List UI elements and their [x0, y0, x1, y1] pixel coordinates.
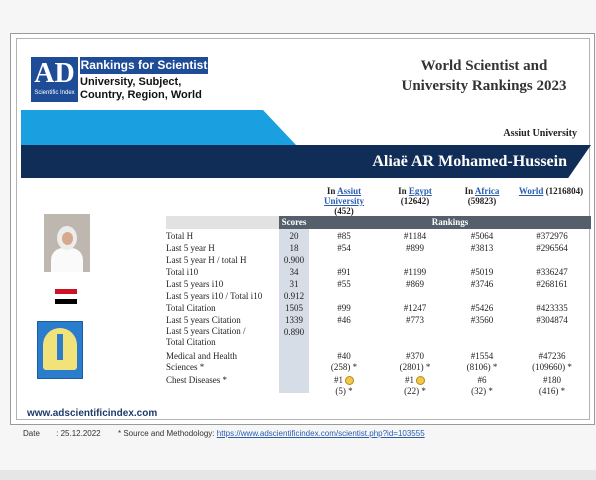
brand-subtitle: University, Subject, Country, Region, World [80, 76, 202, 101]
rank-total: (258) * [330, 362, 358, 372]
row-label-line: Last 5 years Citation / [166, 326, 246, 336]
rank-country: #773 [406, 315, 424, 325]
rank-country [380, 375, 450, 397]
row-label: Chest Diseases * [166, 375, 227, 385]
column-header-world [511, 186, 591, 196]
label-header-bg [166, 216, 279, 229]
rank-university: #55 [337, 279, 351, 289]
rank-total: (32) * [471, 386, 493, 396]
column-prefix: In [398, 186, 409, 196]
rank-world [517, 375, 587, 397]
rank-world: #423335 [536, 303, 568, 313]
region-link[interactable]: Africa [474, 186, 500, 196]
university-name: Assiut University [503, 128, 577, 139]
source-link[interactable]: https://www.adscientificindex.com/scientist.php?id=103555 [216, 429, 425, 438]
title-line-1: World Scientist and [420, 58, 548, 74]
rank-world [517, 351, 587, 373]
column-header-country [380, 186, 450, 206]
rank-total: (2801) * [399, 362, 431, 372]
rank-total: (22) * [404, 386, 426, 396]
rank-region: #3746 [470, 279, 494, 289]
row-label: Total H [166, 231, 194, 241]
rank-value: #1554 [470, 351, 494, 361]
column-count: (59823) [467, 196, 497, 206]
scientist-photo [44, 214, 90, 272]
rank-value: #1 [334, 375, 343, 385]
country-link[interactable]: Egypt [408, 186, 432, 196]
rank-value: #180 [543, 375, 561, 385]
photo-body [51, 248, 83, 272]
emblem-torch [57, 334, 63, 360]
column-count: (12642) [400, 196, 430, 206]
row-label: Total i10 [166, 267, 199, 277]
rank-country: #1247 [403, 303, 427, 313]
column-count: (1216804) [545, 186, 584, 196]
rank-total: (8106) * [466, 362, 498, 372]
rank-value: #47236 [538, 351, 566, 361]
date-value: : 25.12.2022 [56, 429, 101, 438]
rank-region [447, 351, 517, 373]
rank-region: #5064 [470, 231, 494, 241]
rank-country: #1199 [403, 267, 427, 277]
photo-face [62, 232, 73, 245]
source-label: * Source and Methodology: [118, 429, 215, 438]
rank-region: #5426 [470, 303, 494, 313]
rank-world: #372976 [536, 231, 568, 241]
bottom-bar [0, 470, 596, 480]
decorative-stripe-light [21, 110, 296, 145]
row-score: 31 [289, 279, 299, 289]
row-label-line: Sciences * [166, 362, 205, 372]
rankings-header: Rankings [309, 216, 591, 229]
egypt-flag-icon [55, 289, 77, 304]
source-line [118, 429, 425, 438]
column-count: (452) [334, 206, 354, 216]
rank-university [309, 375, 379, 397]
row-label-line: Total Citation [166, 337, 216, 347]
rank-value: #6 [477, 375, 487, 385]
row-score: 0.900 [283, 255, 305, 265]
rank-world: #304874 [536, 315, 568, 325]
ranking-card [10, 33, 595, 425]
row-label-line: Medical and Health [166, 351, 237, 361]
row-label: Last 5 year H / total H [166, 255, 247, 265]
rank-university: #54 [337, 243, 351, 253]
row-label: Last 5 years i10 [166, 279, 224, 289]
rank-university: #85 [337, 231, 351, 241]
rank-region: #3560 [470, 315, 494, 325]
rank-region: #5019 [470, 267, 494, 277]
row-label: Last 5 years i10 / Total i10 [166, 291, 263, 301]
university-link[interactable]: Assiut University [324, 186, 364, 206]
card-inner-frame [16, 38, 590, 420]
rank-country: #869 [406, 279, 424, 289]
column-prefix: In [464, 186, 475, 196]
page-title [389, 56, 579, 96]
world-link[interactable]: World [518, 186, 544, 196]
rank-world: #336247 [536, 267, 568, 277]
row-label: Total Citation [166, 303, 216, 313]
row-label: Last 5 year H [166, 243, 215, 253]
logo-subtitle: Scientific Index [34, 90, 75, 96]
rank-university: #99 [337, 303, 351, 313]
rank-university: #91 [337, 267, 351, 277]
rank-university: #46 [337, 315, 351, 325]
row-label: Last 5 years Citation [166, 315, 241, 325]
column-prefix: In [326, 186, 338, 196]
scientist-name: Aliaë AR Mohamed-Hussein [372, 153, 567, 170]
brand-title: Rankings for Scientist [80, 58, 208, 72]
rank-country: #1184 [403, 231, 427, 241]
rank-value: #40 [337, 351, 351, 361]
row-score: 34 [289, 267, 299, 277]
website-link[interactable]: www.adscientificindex.com [27, 408, 158, 419]
rank-region: #3813 [470, 243, 494, 253]
rank-world: #296564 [536, 243, 568, 253]
rank-university [309, 351, 379, 373]
row-label [166, 326, 281, 348]
rank-country [380, 351, 450, 373]
medal-icon [416, 376, 425, 385]
rank-country: #899 [406, 243, 424, 253]
footer [23, 429, 425, 438]
title-line-2: University Rankings 2023 [401, 78, 567, 94]
ad-logo [31, 57, 78, 102]
row-label [166, 351, 281, 373]
medal-icon [345, 376, 354, 385]
row-score: 0.890 [283, 327, 305, 337]
rank-total: (5) * [335, 386, 353, 396]
column-header-university [309, 186, 379, 216]
row-score: 1505 [285, 303, 303, 313]
scores-header: Scores [279, 216, 309, 229]
rank-value: #370 [406, 351, 424, 361]
logo-letters: AD [34, 58, 75, 89]
row-score: 20 [289, 231, 299, 241]
rank-world: #268161 [536, 279, 568, 289]
row-score: 0.912 [283, 291, 305, 301]
university-emblem-icon [37, 321, 83, 379]
rank-total: (109660) * [532, 362, 572, 372]
rank-region [447, 375, 517, 397]
column-header-region [447, 186, 517, 206]
rank-total: (416) * [538, 386, 566, 396]
rank-value: #1 [405, 375, 414, 385]
row-score: 18 [289, 243, 299, 253]
row-score: 1339 [285, 315, 303, 325]
date-label: Date [23, 429, 40, 438]
